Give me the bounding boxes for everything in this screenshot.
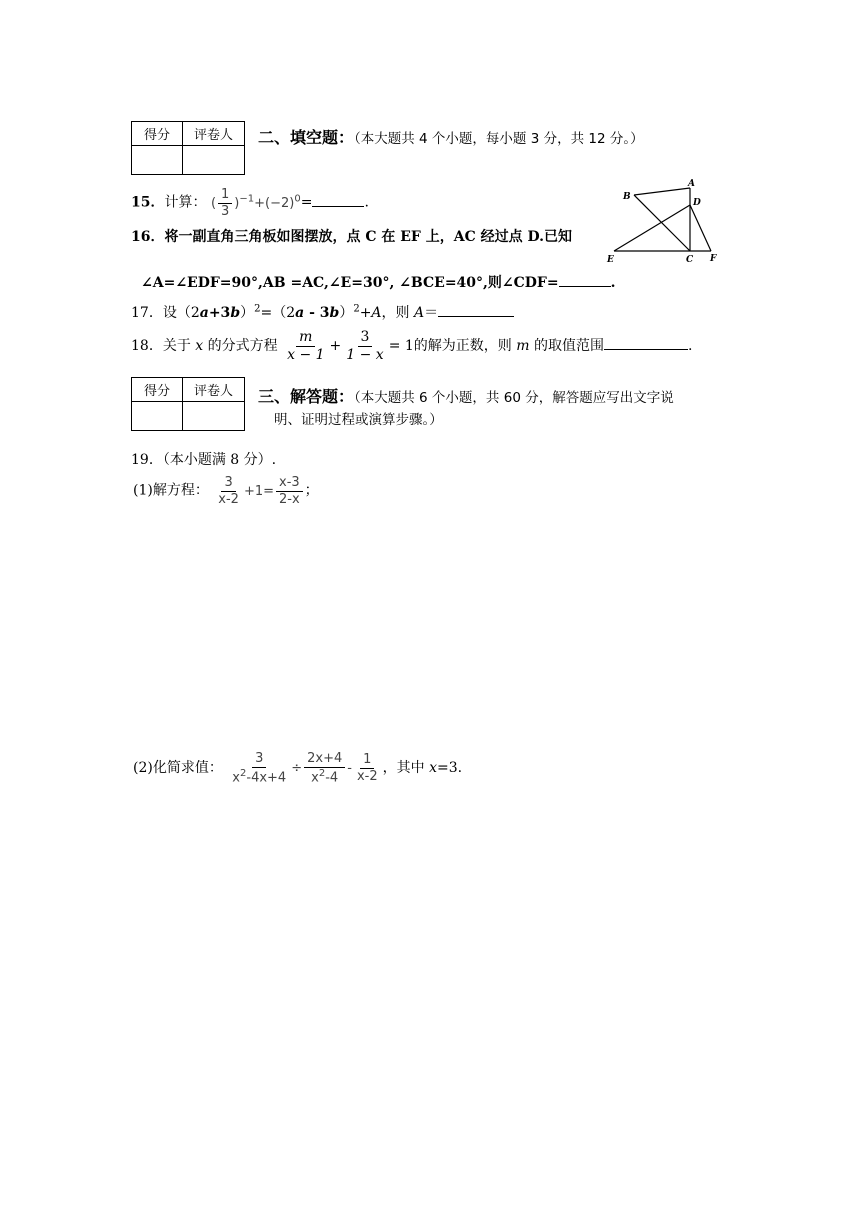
text: =（2	[260, 305, 296, 321]
var-a: a	[199, 305, 209, 321]
answer-blank[interactable]	[604, 336, 688, 350]
period: .	[364, 194, 369, 211]
operator: +1=	[243, 483, 275, 499]
fraction-numerator: 1	[360, 753, 374, 769]
var-x: x	[429, 759, 437, 776]
term: -4	[325, 769, 339, 785]
fraction-denominator	[229, 768, 289, 785]
text: 的分式方程	[203, 338, 278, 355]
var-x: x	[232, 769, 240, 785]
text: ，则	[381, 305, 414, 321]
text: =3.	[436, 759, 463, 776]
answer-blank[interactable]	[312, 193, 364, 207]
text: 的取值范围	[529, 338, 604, 355]
segment-ba	[634, 188, 690, 195]
text: +	[359, 305, 372, 321]
question-19-part1	[133, 476, 319, 506]
minus-sign: -	[347, 760, 352, 776]
plus-sign: +	[329, 338, 342, 355]
right-hand-side: = 1	[388, 338, 414, 355]
grader-cell[interactable]	[183, 146, 245, 175]
var-a: a	[295, 305, 305, 321]
fraction-denominator: 1 − x	[346, 346, 384, 363]
text: ，其中	[382, 759, 430, 776]
grader-header: 评卷人	[183, 378, 245, 402]
text: ）	[240, 305, 255, 321]
fraction-numerator: 2x+4	[304, 752, 345, 768]
question-text: 将一副直角三角板如图摆放，点 C 在 EF 上，AC 经过点 D.已知	[164, 229, 573, 245]
label-c: C	[686, 255, 694, 265]
score-header: 得分	[132, 122, 183, 146]
fraction-numerator: 3	[252, 752, 266, 768]
power-expression: ( $\frac{1}{3}$ )$^{-1}+(-2)^0$	[210, 187, 301, 219]
segment-ed	[614, 205, 690, 251]
score-cell[interactable]	[132, 402, 183, 431]
segment-bc	[634, 195, 690, 251]
section3-score-table	[131, 377, 245, 431]
text: +3	[208, 305, 231, 321]
grader-header: 评卷人	[183, 122, 245, 146]
var-b: b	[329, 305, 340, 321]
text: ＝	[424, 305, 439, 321]
fraction-denominator: x − 1	[287, 346, 325, 363]
exponent: 2	[240, 767, 247, 779]
question-15	[131, 188, 369, 218]
var-x: x	[195, 338, 204, 355]
section3-heading	[258, 384, 674, 407]
section2-title: 二、填空题：	[258, 128, 355, 147]
term: -4x+4	[246, 769, 287, 785]
label-d: D	[693, 198, 701, 208]
plus-sign: +	[254, 195, 266, 211]
equation	[213, 475, 304, 507]
section2-note: （本大题共 4 个小题，每小题 3 分，共 12 分。）	[354, 131, 644, 147]
var-A: A	[414, 305, 425, 321]
text: 的解为正数，则	[413, 338, 517, 355]
text: - 3	[304, 305, 330, 321]
triangle-figure	[604, 176, 724, 266]
grader-cell[interactable]	[183, 402, 245, 431]
fraction-2	[343, 330, 386, 362]
question-text: ∠A=∠EDF=90°,AB =AC,∠E=30°, ∠BCE=40°,则∠CDF=	[141, 275, 559, 291]
exponent: 2	[318, 767, 326, 779]
answer-blank[interactable]	[559, 273, 611, 287]
label-b: B	[623, 192, 631, 202]
question-18	[131, 330, 692, 362]
fraction-denominator: x-2	[218, 491, 239, 507]
section2-score-table	[131, 121, 245, 175]
fraction-numerator: 1	[218, 188, 232, 204]
exponent: 2	[254, 303, 261, 315]
question-19-part2	[133, 752, 462, 785]
fraction-numerator: 3	[358, 330, 373, 347]
label-f: F	[710, 254, 717, 264]
section3-title: 三、解答题：	[258, 387, 355, 406]
section3-note-line2: 明、证明过程或演算步骤。）	[274, 412, 443, 428]
score-cell[interactable]	[132, 146, 183, 175]
question-number: 17．	[131, 305, 163, 321]
part-label: (2)化简求值：	[133, 759, 223, 776]
exponent: 0	[294, 193, 301, 205]
var-x: x	[311, 769, 319, 785]
section3-note-line1: （本大题共 6 个小题，共 60 分，解答题应写出文字说	[354, 390, 674, 406]
term: (−2)	[265, 195, 295, 211]
question-17	[131, 302, 514, 322]
fraction-numerator: m	[296, 330, 315, 347]
fraction-denominator: x-2	[356, 768, 378, 784]
fraction-numerator: 3	[221, 476, 235, 492]
segment-df	[690, 205, 711, 251]
text: 关于	[162, 338, 196, 355]
expression	[227, 751, 382, 785]
var-m: m	[516, 338, 530, 355]
section2-heading	[258, 125, 644, 148]
text: 设（2	[162, 305, 200, 321]
label-a: A	[688, 179, 695, 189]
score-header: 得分	[132, 378, 183, 402]
fraction-denominator	[308, 768, 341, 785]
question-prefix: 计算：	[164, 194, 207, 211]
equals-sign: =	[300, 194, 313, 211]
question-16-line1	[131, 226, 572, 246]
answer-blank[interactable]	[438, 303, 514, 317]
exponent: 2	[353, 303, 360, 315]
text: ）	[339, 305, 354, 321]
fraction-1	[284, 330, 327, 362]
division-sign: ÷	[291, 760, 303, 776]
var-A: A	[371, 305, 382, 321]
question-number: 18．	[131, 338, 163, 355]
period: .	[687, 338, 693, 355]
fraction-denominator: 3	[221, 203, 230, 219]
question-19-header: 19．（本小题满 8 分）.	[131, 452, 277, 468]
semicolon: ；	[304, 482, 319, 499]
question-16-line2	[141, 272, 615, 292]
question-number: 16．	[131, 229, 165, 245]
var-b: b	[230, 305, 241, 321]
fraction-denominator: 2-x	[279, 491, 300, 507]
part-label: (1)解方程：	[133, 482, 209, 499]
label-e: E	[607, 255, 614, 265]
period: .	[610, 275, 616, 291]
question-number: 15．	[131, 194, 165, 211]
exponent: −1	[239, 193, 255, 205]
fraction-numerator: x-3	[276, 476, 303, 492]
